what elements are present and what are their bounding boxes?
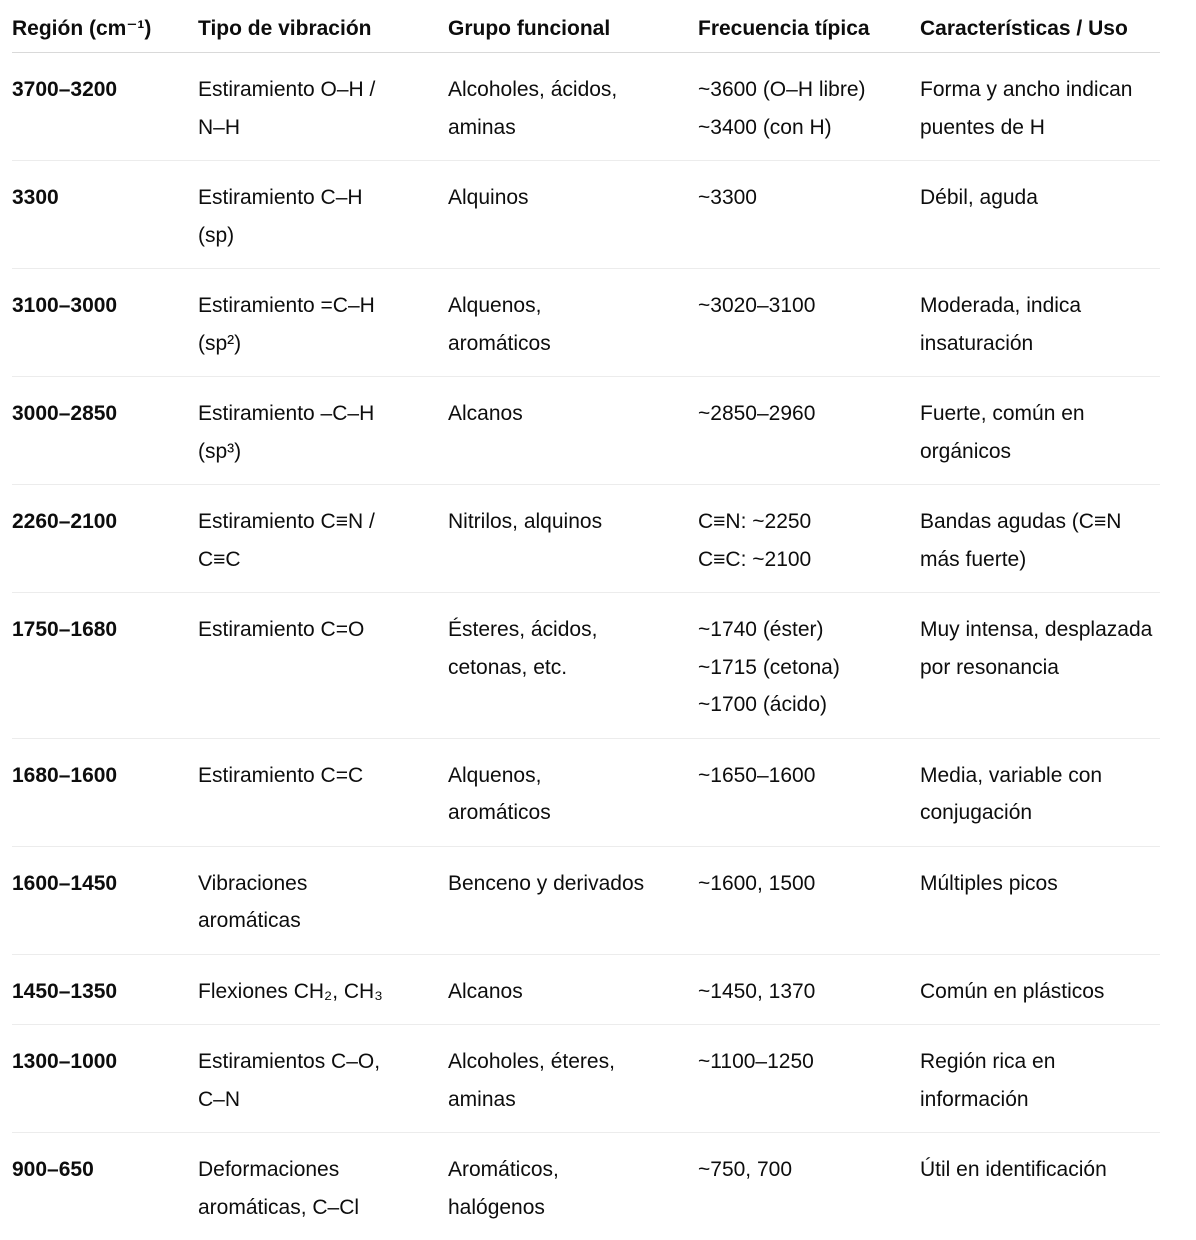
cell-line: C≡C: ~2100 (698, 541, 920, 579)
cell-line: Forma y ancho indican (920, 71, 1160, 109)
cell-vibration-type (198, 485, 448, 593)
cell-line: ~3400 (con H) (698, 109, 920, 147)
cell-typical-frequency (698, 593, 920, 739)
cell-vibration-type (198, 846, 448, 954)
cell-line: Nitrilos, alquinos (448, 503, 698, 541)
table-row (12, 593, 1160, 739)
cell-line: C≡C (198, 541, 448, 579)
table-row (12, 485, 1160, 593)
cell-line: ~1700 (ácido) (698, 686, 920, 724)
cell-typical-frequency (698, 377, 920, 485)
cell-line: conjugación (920, 794, 1160, 832)
cell-line: Estiramiento C=O (198, 611, 448, 649)
cell-typical-frequency (698, 161, 920, 269)
cell-vibration-type (198, 1133, 448, 1240)
cell-line: Alcanos (448, 395, 698, 433)
cell-typical-frequency (698, 53, 920, 161)
cell-functional-group (448, 593, 698, 739)
cell-line: Alquenos, (448, 757, 698, 795)
cell-line: Útil en identificación (920, 1151, 1160, 1189)
cell-region: 3000–2850 (12, 377, 198, 485)
cell-functional-group (448, 53, 698, 161)
cell-characteristics (920, 738, 1160, 846)
ir-frequency-table (12, 0, 1160, 1240)
cell-line: ~1715 (cetona) (698, 649, 920, 687)
cell-region: 1750–1680 (12, 593, 198, 739)
cell-typical-frequency (698, 1025, 920, 1133)
header-region: Región (cm⁻¹) (12, 0, 198, 53)
cell-functional-group (448, 954, 698, 1025)
cell-line: aromáticas, C–Cl (198, 1189, 448, 1227)
cell-line: ~1650–1600 (698, 757, 920, 795)
cell-functional-group (448, 846, 698, 954)
cell-line: ~3600 (O–H libre) (698, 71, 920, 109)
cell-line: Ésteres, ácidos, (448, 611, 698, 649)
cell-functional-group (448, 269, 698, 377)
cell-typical-frequency (698, 738, 920, 846)
cell-characteristics (920, 954, 1160, 1025)
table-row (12, 161, 1160, 269)
cell-region: 1450–1350 (12, 954, 198, 1025)
cell-line: cetonas, etc. (448, 649, 698, 687)
cell-characteristics (920, 485, 1160, 593)
cell-line: ~1100–1250 (698, 1043, 920, 1081)
cell-functional-group (448, 485, 698, 593)
cell-line: Alcoholes, éteres, (448, 1043, 698, 1081)
table-row (12, 846, 1160, 954)
cell-line: ~750, 700 (698, 1151, 920, 1189)
cell-region: 3100–3000 (12, 269, 198, 377)
cell-characteristics (920, 1025, 1160, 1133)
cell-line: C–N (198, 1081, 448, 1119)
cell-characteristics (920, 377, 1160, 485)
cell-line: Fuerte, común en (920, 395, 1160, 433)
cell-characteristics (920, 1133, 1160, 1240)
header-typical-frequency: Frecuencia típica (698, 0, 920, 53)
cell-line: Común en plásticos (920, 973, 1160, 1011)
cell-line: Estiramientos C–O, (198, 1043, 448, 1081)
cell-line: insaturación (920, 325, 1160, 363)
cell-characteristics (920, 593, 1160, 739)
cell-line: Estiramiento C≡N / (198, 503, 448, 541)
header-row (12, 0, 1160, 53)
cell-line: C≡N: ~2250 (698, 503, 920, 541)
table-row (12, 53, 1160, 161)
cell-vibration-type (198, 954, 448, 1025)
cell-line: ~3300 (698, 179, 920, 217)
cell-vibration-type (198, 593, 448, 739)
cell-region: 1300–1000 (12, 1025, 198, 1133)
cell-vibration-type (198, 269, 448, 377)
cell-line: Muy intensa, desplazada (920, 611, 1160, 649)
cell-functional-group (448, 161, 698, 269)
cell-line: Alcanos (448, 973, 698, 1011)
cell-line: aminas (448, 1081, 698, 1119)
cell-typical-frequency (698, 1133, 920, 1240)
cell-region: 1680–1600 (12, 738, 198, 846)
cell-line: Media, variable con (920, 757, 1160, 795)
cell-line: Débil, aguda (920, 179, 1160, 217)
cell-line: Vibraciones (198, 865, 448, 903)
cell-line: Estiramiento –C–H (198, 395, 448, 433)
cell-typical-frequency (698, 954, 920, 1025)
cell-line: Alquenos, (448, 287, 698, 325)
cell-line: puentes de H (920, 109, 1160, 147)
cell-region: 3300 (12, 161, 198, 269)
cell-line: Deformaciones (198, 1151, 448, 1189)
cell-line: información (920, 1081, 1160, 1119)
cell-line: Estiramiento =C–H (198, 287, 448, 325)
table-row (12, 1133, 1160, 1240)
cell-line: ~1740 (éster) (698, 611, 920, 649)
table-row (12, 269, 1160, 377)
cell-region: 1600–1450 (12, 846, 198, 954)
header-characteristics: Características / Uso (920, 0, 1160, 53)
cell-functional-group (448, 1025, 698, 1133)
cell-characteristics (920, 161, 1160, 269)
cell-line: (sp³) (198, 433, 448, 471)
ir-table-container (12, 0, 1160, 1240)
cell-line: Benceno y derivados (448, 865, 698, 903)
cell-functional-group (448, 738, 698, 846)
cell-line: ~1600, 1500 (698, 865, 920, 903)
cell-characteristics (920, 53, 1160, 161)
cell-region: 900–650 (12, 1133, 198, 1240)
cell-line: orgánicos (920, 433, 1160, 471)
table-row (12, 377, 1160, 485)
cell-line: Región rica en (920, 1043, 1160, 1081)
cell-typical-frequency (698, 269, 920, 377)
cell-line: Flexiones CH₂, CH₃ (198, 973, 448, 1011)
cell-vibration-type (198, 53, 448, 161)
cell-line: Moderada, indica (920, 287, 1160, 325)
cell-line: Estiramiento O–H / (198, 71, 448, 109)
cell-vibration-type (198, 161, 448, 269)
cell-characteristics (920, 269, 1160, 377)
cell-line: aromáticos (448, 794, 698, 832)
table-header (12, 0, 1160, 53)
cell-functional-group (448, 377, 698, 485)
cell-line: halógenos (448, 1189, 698, 1227)
cell-line: Alcoholes, ácidos, (448, 71, 698, 109)
cell-region: 2260–2100 (12, 485, 198, 593)
cell-line: Alquinos (448, 179, 698, 217)
table-row (12, 1025, 1160, 1133)
cell-functional-group (448, 1133, 698, 1240)
cell-line: Estiramiento C–H (198, 179, 448, 217)
cell-line: aminas (448, 109, 698, 147)
cell-typical-frequency (698, 485, 920, 593)
cell-vibration-type (198, 1025, 448, 1133)
cell-vibration-type (198, 377, 448, 485)
cell-line: ~1450, 1370 (698, 973, 920, 1011)
cell-line: por resonancia (920, 649, 1160, 687)
cell-vibration-type (198, 738, 448, 846)
cell-line: (sp²) (198, 325, 448, 363)
cell-line: Aromáticos, (448, 1151, 698, 1189)
table-row (12, 738, 1160, 846)
cell-characteristics (920, 846, 1160, 954)
header-functional-group: Grupo funcional (448, 0, 698, 53)
cell-line: N–H (198, 109, 448, 147)
cell-region: 3700–3200 (12, 53, 198, 161)
cell-line: (sp) (198, 217, 448, 255)
cell-line: aromáticas (198, 902, 448, 940)
cell-typical-frequency (698, 846, 920, 954)
header-vibration-type: Tipo de vibración (198, 0, 448, 53)
cell-line: Estiramiento C=C (198, 757, 448, 795)
table-row (12, 954, 1160, 1025)
cell-line: Bandas agudas (C≡N (920, 503, 1160, 541)
table-body (12, 53, 1160, 1240)
cell-line: ~2850–2960 (698, 395, 920, 433)
cell-line: ~3020–3100 (698, 287, 920, 325)
cell-line: Múltiples picos (920, 865, 1160, 903)
cell-line: aromáticos (448, 325, 698, 363)
cell-line: más fuerte) (920, 541, 1160, 579)
